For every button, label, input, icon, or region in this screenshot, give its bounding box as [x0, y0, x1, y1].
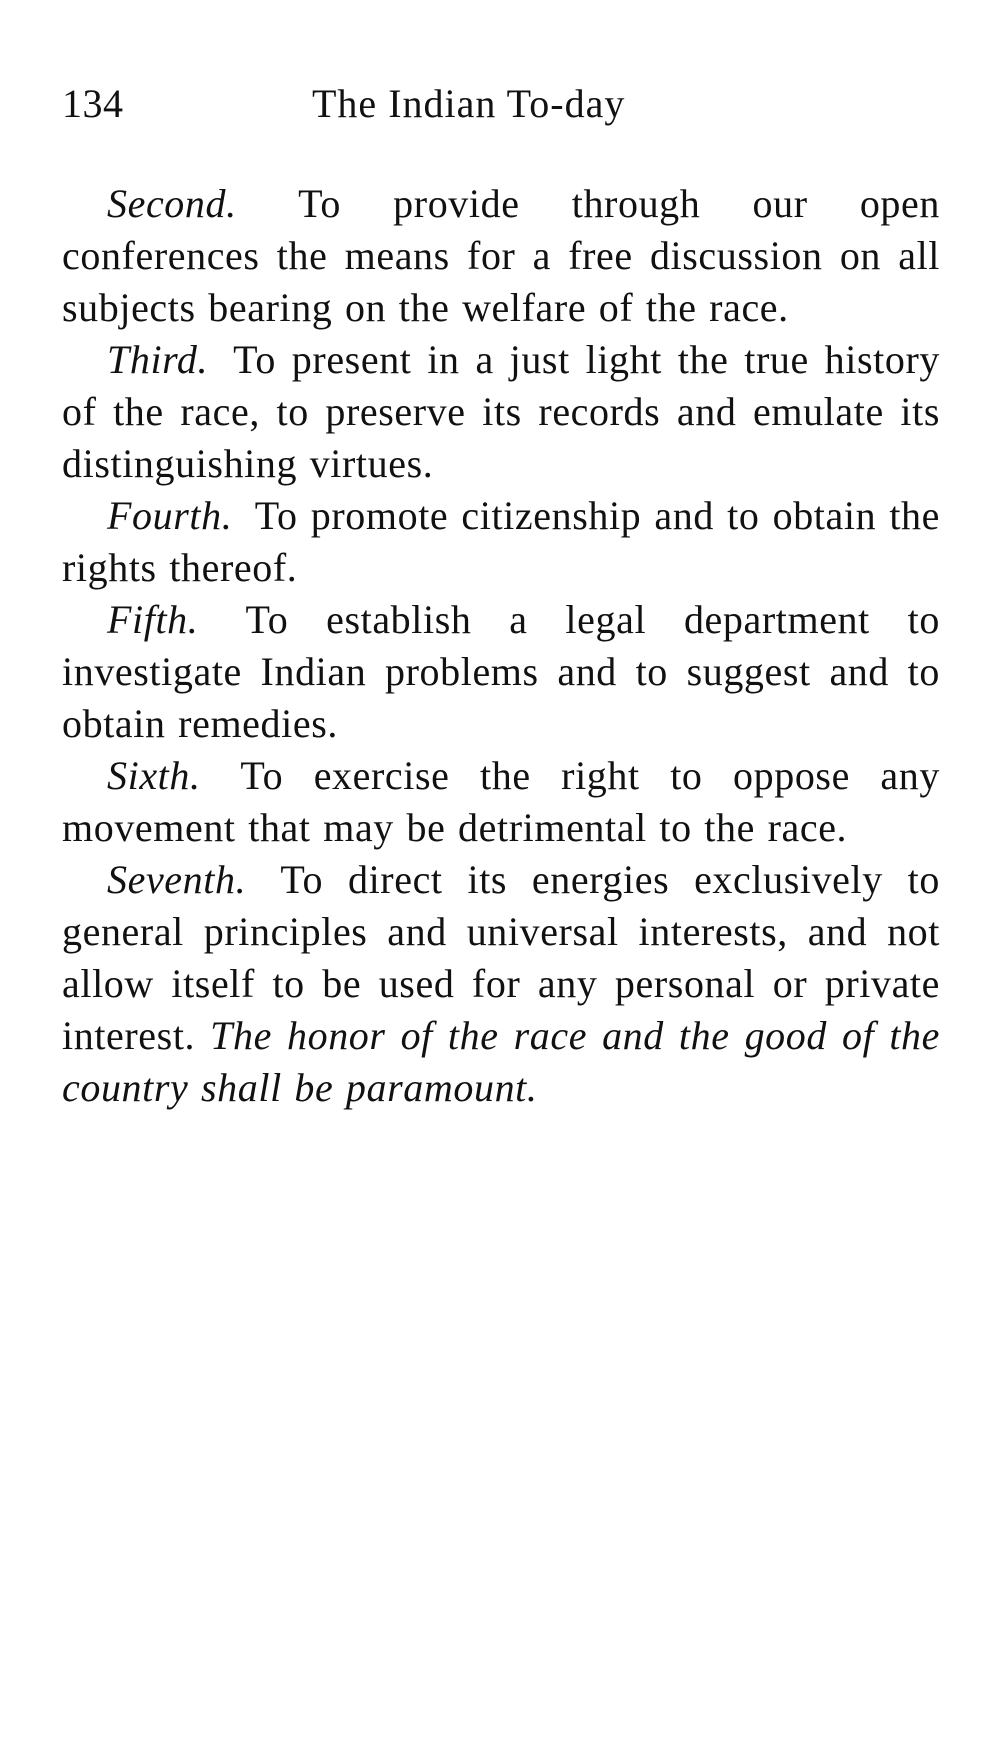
paragraph-lead: Second. — [107, 181, 237, 226]
paragraph-lead: Third. — [107, 337, 209, 382]
paragraph-fourth — [62, 490, 940, 594]
paragraph-seventh — [62, 854, 940, 1114]
paragraph-second — [62, 178, 940, 334]
paragraph-emphasis: The honor of the race and the good of the country shall be paramount. — [62, 1013, 940, 1110]
paragraph-text: To establish a legal department to investigate Indian problems and to suggest and to obtain remedies. — [62, 597, 940, 746]
paragraph-fifth — [62, 594, 940, 750]
paragraph-third — [62, 334, 940, 490]
paragraph-text: To present in a just light the true history of the race, to preserve its records and emulate its distinguishing virtues. — [62, 337, 940, 486]
paragraph-text: To promote citizenship and to obtain the rights thereof. — [62, 493, 940, 590]
page-number: 134 — [62, 81, 124, 126]
paragraph-lead: Fifth. — [107, 597, 199, 642]
paragraph-lead: Fourth. — [107, 493, 233, 538]
paragraph-text: To exercise the right to oppose any movement that may be detrimental to the race. — [62, 753, 940, 850]
paragraph-sixth — [62, 750, 940, 854]
body-text — [62, 178, 940, 1114]
running-header — [62, 70, 940, 132]
paragraph-lead: Sixth. — [107, 753, 201, 798]
paragraph-text: To provide through our open conferences the means for a free discussion on all subjects bearing on the welfare of the race. — [62, 181, 940, 330]
running-title: The Indian To-day — [312, 81, 626, 126]
book-page — [62, 70, 940, 1114]
paragraph-text: To direct its energies exclusively to general principles and universal interests, and not allow itself to be used for any personal or private interest. — [62, 857, 940, 1058]
paragraph-lead: Seventh. — [107, 857, 247, 902]
